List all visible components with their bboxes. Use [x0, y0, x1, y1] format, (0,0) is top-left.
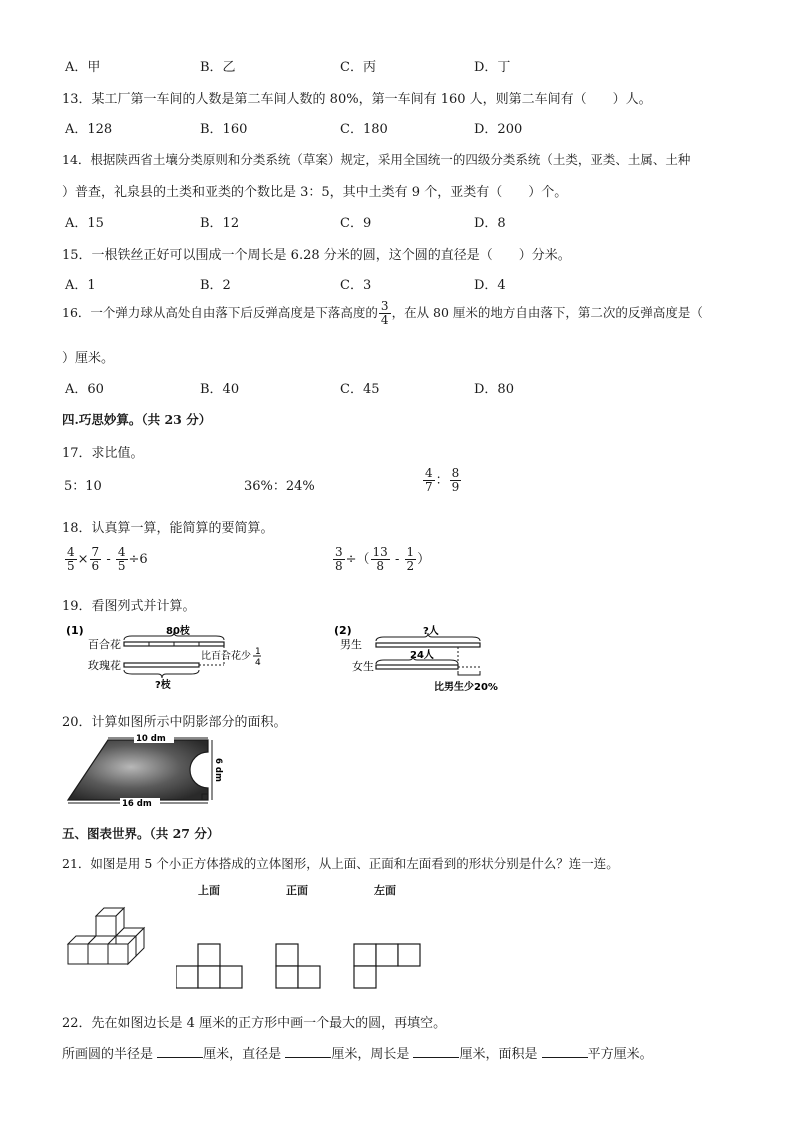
q13-option-d: D．200: [474, 122, 523, 137]
q16-stem-line2: ）厘米。: [62, 351, 115, 366]
q19-fig2-top: ?人: [423, 626, 439, 637]
q22-fill-text-1: 所画圆的半径是: [62, 1047, 154, 1062]
q19-fig2-row2: 女生: [352, 660, 374, 673]
q21-cube-figure: [64, 902, 160, 982]
q22-fill-line: [62, 1043, 653, 1062]
q22-fill-text-2: 厘米，直径是: [203, 1047, 282, 1062]
q18-e1-n2: 7: [91, 545, 100, 559]
q21-option-front-view[interactable]: [274, 942, 324, 994]
q20-top-label: 10 dm: [136, 734, 166, 744]
q18-e2-n2: 13: [372, 545, 388, 559]
q13-stem: 13．某工厂第一车间的人数是第二车间人数的 80%，第一车间有 160 人，则第二车间有（ ）人。: [62, 92, 652, 107]
q20-stem: 20．计算如图所示中阴影部分的面积。: [62, 715, 287, 730]
q21-view-top-label: 上面: [198, 884, 220, 897]
q19-fig2-row1: 男生: [340, 638, 362, 651]
q18-e2-d2: 8: [376, 559, 384, 573]
q12-option-d: D．丁: [474, 60, 511, 75]
q13-option-a: A．128: [65, 122, 113, 137]
q18-e1-n3: 4: [117, 545, 126, 559]
q19-fig1-bottom: ?枝: [155, 680, 171, 690]
q15-option-a: A．1: [65, 278, 96, 293]
q18-e2-d1: 8: [335, 559, 343, 573]
q22-stem: 22．先在如图边长是 4 厘米的正方形中画一个最大的圆，再填空。: [62, 1016, 447, 1031]
q19-fig1-note-num: 1: [255, 647, 261, 657]
q18-stem: 18．认真算一算，能简算的要简算。: [62, 521, 274, 536]
q12-option-c: C．丙: [340, 60, 376, 75]
q18-e1-d3: 5: [117, 559, 126, 573]
q17-item3-num1: 4: [425, 466, 433, 480]
q22-radius-blank[interactable]: [157, 1045, 203, 1058]
q18-e1-op2: -: [106, 552, 111, 567]
q14-option-c: C．9: [340, 216, 372, 231]
q13-option-c: C．180: [340, 122, 388, 137]
q16-frac-den: 4: [380, 313, 389, 327]
q18-expression-1: [64, 546, 148, 573]
q16-text-b: ，在从 80 厘米的地方自由落下，第二次的反弹高度是（: [391, 305, 703, 320]
q19-fig1-row2: 玫瑰花: [88, 659, 121, 672]
q16-option-b: B．40: [200, 382, 240, 397]
q18-e2-d3: 2: [406, 559, 415, 573]
q18-e1-op1: ×: [77, 552, 89, 567]
q14-option-d: D．8: [474, 216, 506, 231]
q17-item1: 5：10: [64, 479, 102, 494]
q21-stem: 21．如图是用 5 个小正方体搭成的立体图形，从上面、正面和左面看到的形状分别是什么？连一连。: [62, 856, 619, 871]
q13-option-b: B．160: [200, 122, 248, 137]
q20-figure: [62, 732, 232, 812]
q21-option-top-view[interactable]: [176, 942, 246, 994]
q15-option-d: D．4: [474, 278, 506, 293]
q20-shaded-region: [68, 740, 208, 800]
q20-side-label: 6 dm: [213, 758, 223, 782]
q19-figure-1: [62, 620, 282, 690]
q17-item3: [422, 467, 462, 494]
q16-text-a: 16．一个弹力球从高处自由落下后反弹高度是下落高度的: [62, 305, 378, 320]
q22-circumference-blank[interactable]: [413, 1045, 459, 1058]
q14-stem-line1: 14．根据陕西省土壤分类原则和分类系统（草案）规定，采用全国统一的四级分类系统（土类，亚类、土属、土种: [62, 152, 691, 167]
q22-area-blank[interactable]: [542, 1045, 588, 1058]
q19-fig2-bar1: [376, 643, 480, 647]
q14-stem-line2: ）普查，礼泉县的土类和亚类的个数比是 3：5，其中土类有 9 个，亚类有（ ）个。: [62, 185, 568, 200]
q18-e2-n3: 1: [406, 545, 415, 559]
q15-option-b: B．2: [200, 278, 231, 293]
q18-e2-n1: 3: [335, 545, 343, 559]
q21-view-front-label: 正面: [286, 884, 308, 897]
q16-stem-line1: [62, 300, 703, 327]
q18-e2-tail: ）: [417, 552, 431, 567]
q16-option-a: A．60: [65, 382, 104, 397]
q17-item3-num2: 8: [451, 466, 460, 480]
q17-item3-frac2: [450, 467, 462, 494]
q18-e1-n1: 4: [67, 545, 75, 559]
q18-e1-d1: 5: [67, 559, 75, 573]
section4-title: 四.巧思妙算。（共 23 分）: [62, 412, 212, 427]
q19-fig2-note: 比男生少20%: [434, 682, 498, 693]
q20-bottom-label: 16 dm: [122, 799, 152, 809]
q19-figure-2: [330, 620, 530, 700]
q16-option-c: C．45: [340, 382, 380, 397]
section5-title: 五、图表世界。（共 27 分）: [62, 826, 220, 841]
q22-fill-text-5: 平方厘米。: [587, 1047, 653, 1062]
q14-option-a: A．15: [65, 216, 104, 231]
q17-item2: 36%：24%: [244, 479, 315, 494]
q16-frac-num: 3: [380, 299, 389, 313]
q12-option-a: A．甲: [65, 60, 101, 75]
q18-e2-op1: ÷（: [345, 552, 370, 567]
q15-option-c: C．3: [340, 278, 372, 293]
q19-fig2-label: (2): [334, 624, 352, 637]
q16-fraction: [379, 300, 391, 327]
q18-e2-op2: -: [394, 552, 400, 567]
q22-fill-text-3: 厘米，周长是: [331, 1047, 410, 1062]
q16-option-d: D．80: [474, 382, 514, 397]
q18-e1-tail: ÷6: [128, 552, 148, 567]
q19-fig1-top: 80枝: [166, 626, 190, 637]
q19-stem: 19．看图列式并计算。: [62, 599, 196, 614]
q17-item3-sep: ：: [435, 473, 449, 488]
q19-fig2-top-brace: [376, 633, 480, 641]
q19-fig2-mid: 24人: [410, 650, 434, 661]
q15-stem: 15．一根铁丝正好可以围成一个周长是 6.28 分米的圆，这个圆的直径是（ ）分米。: [62, 248, 571, 263]
q19-fig2-diff-brace: [458, 671, 480, 675]
q18-e1-d2: 6: [91, 559, 100, 573]
q18-expression-2: [332, 546, 430, 573]
q19-fig1-note: 比百合花少: [201, 651, 251, 662]
q14-option-b: B．12: [200, 216, 240, 231]
q17-stem: 17．求比值。: [62, 446, 144, 461]
q19-fig1-row1: 百合花: [88, 638, 121, 651]
q17-item3-frac1: [423, 467, 435, 494]
q19-fig1-note-den: 4: [255, 658, 261, 668]
q19-fig2-bar2: [376, 665, 458, 669]
q22-fill-text-4: 厘米，面积是: [459, 1047, 538, 1062]
q19-fig1-label: (1): [66, 624, 84, 637]
q19-fig1-bottom-brace: [124, 670, 199, 678]
q19-fig1-bar2: [124, 663, 199, 667]
q17-item3-den2: 9: [451, 480, 460, 494]
q21-view-left-label: 左面: [374, 884, 396, 897]
q21-option-left-view[interactable]: [352, 942, 428, 994]
q12-option-b: B．乙: [200, 60, 236, 75]
q22-diameter-blank[interactable]: [285, 1045, 331, 1058]
q17-item3-den1: 7: [425, 480, 433, 494]
